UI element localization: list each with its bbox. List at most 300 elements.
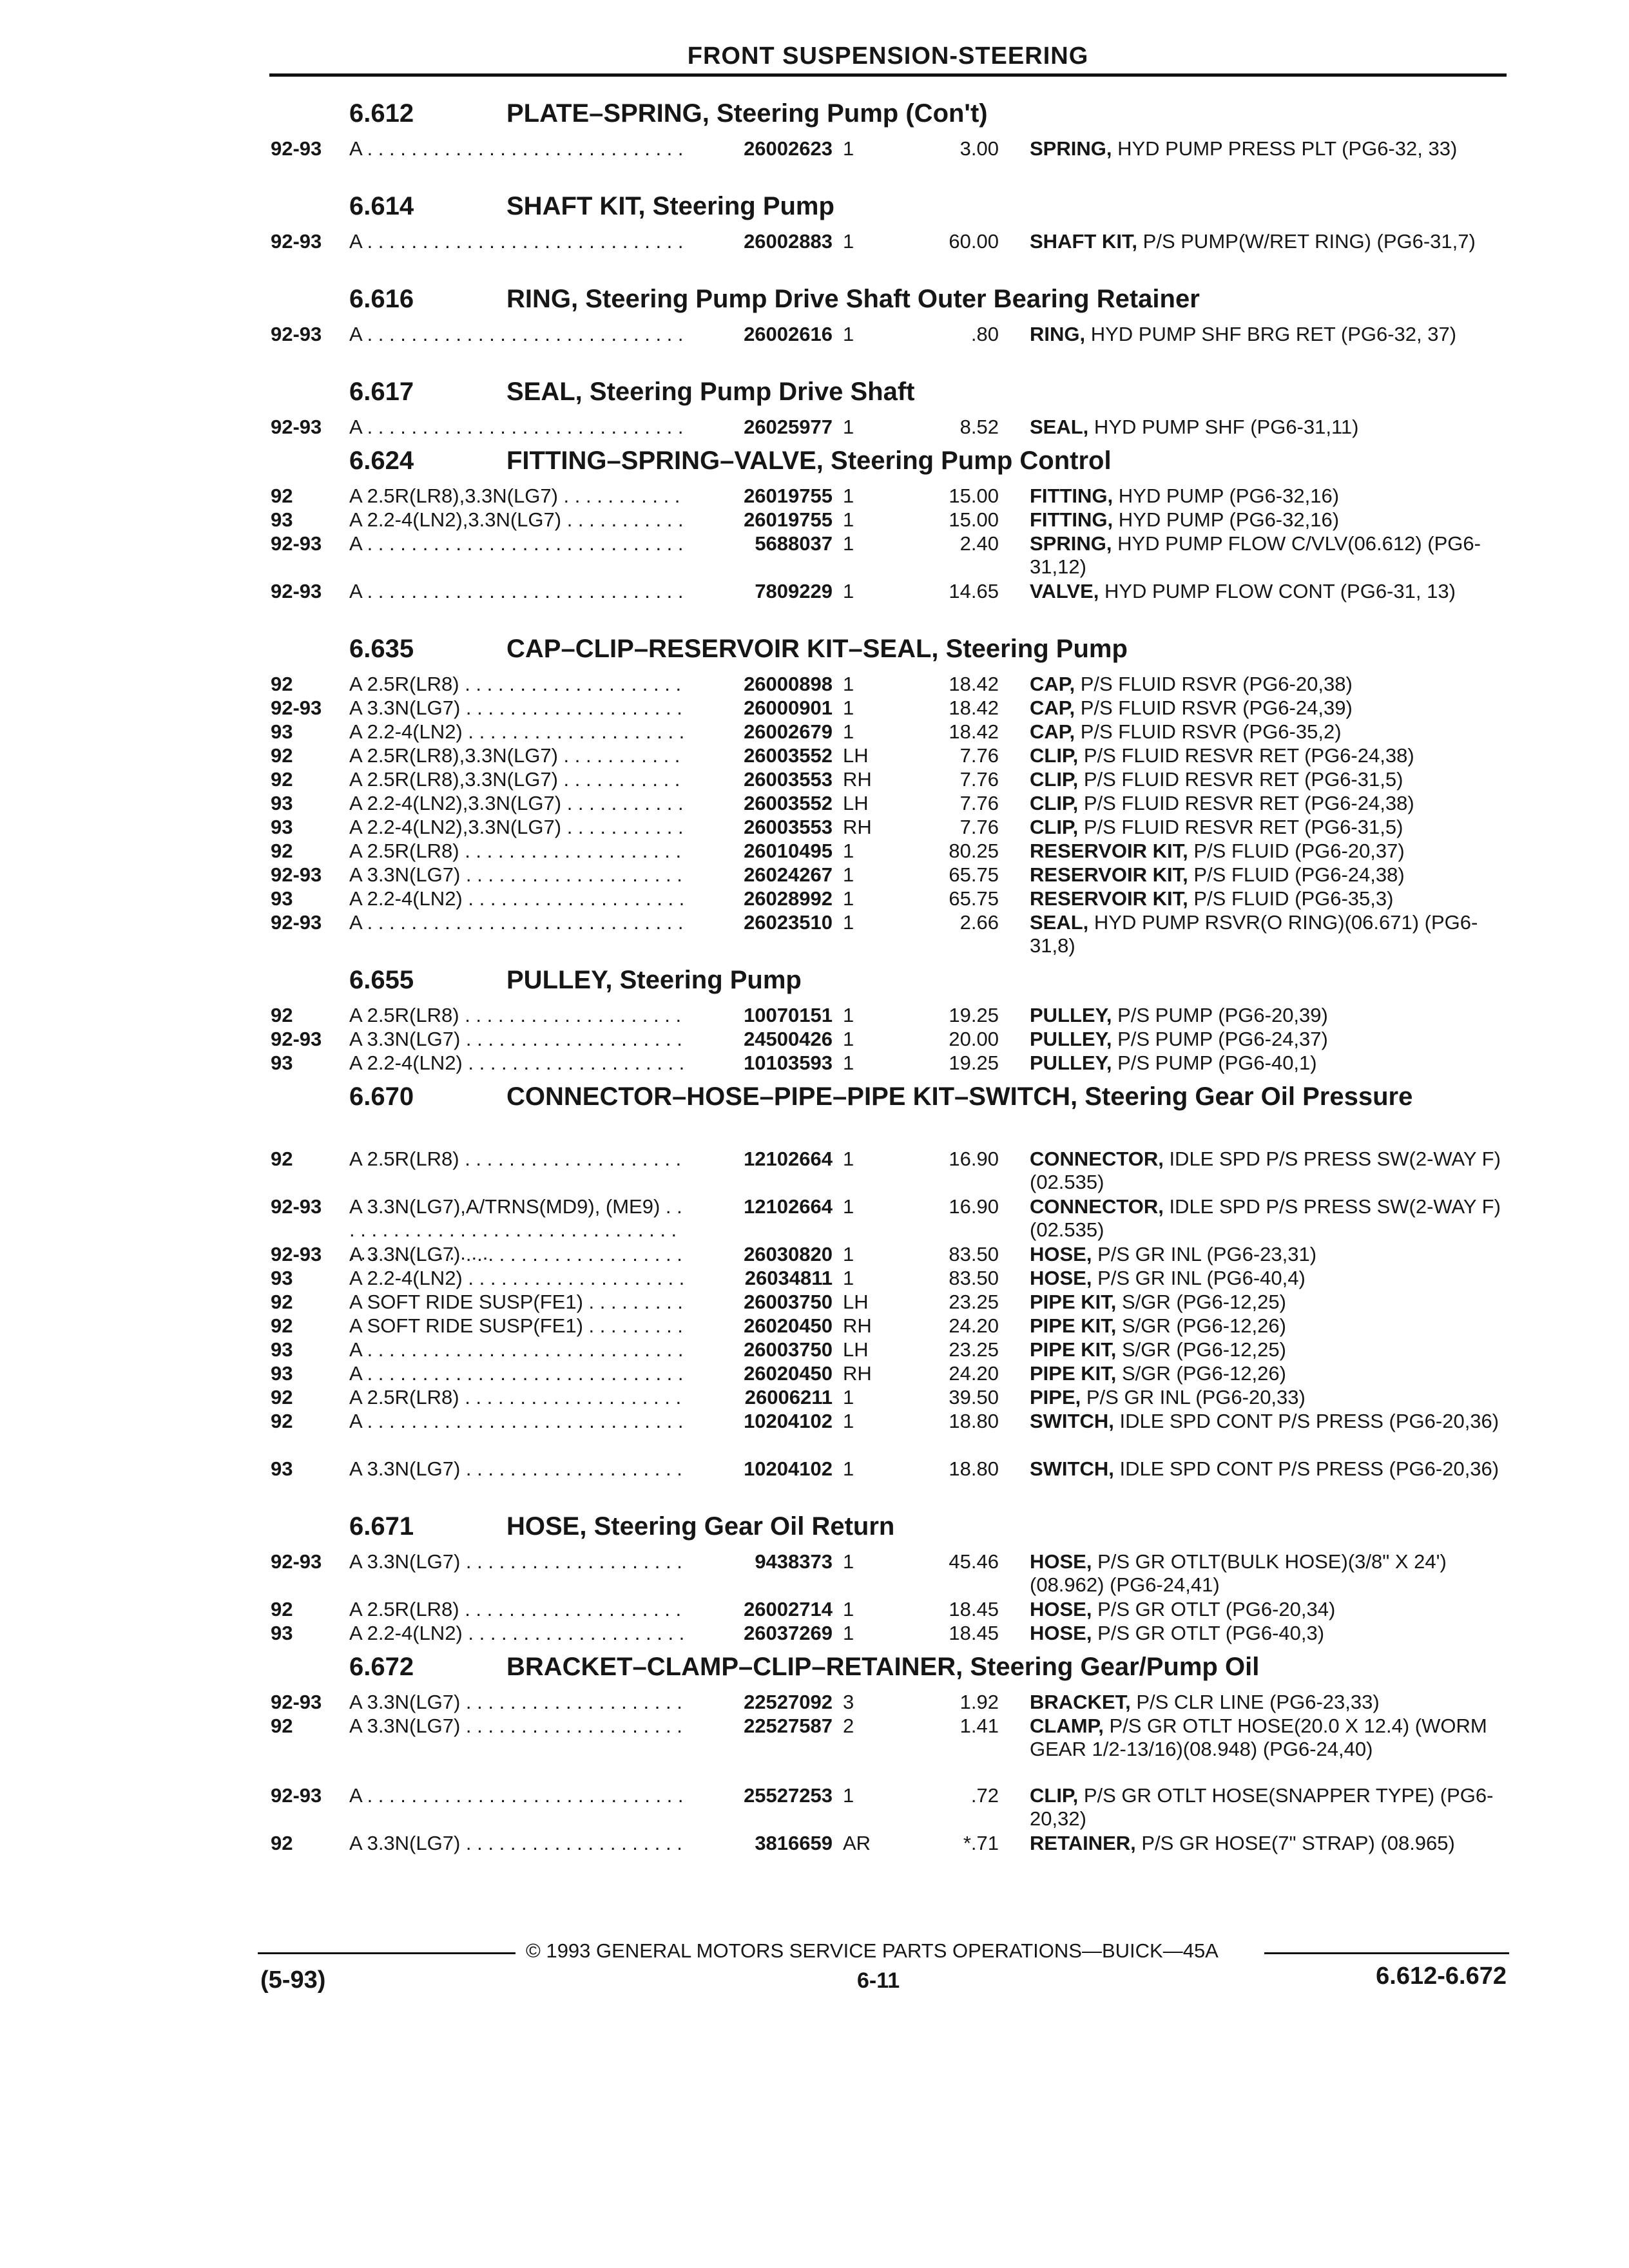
table-row xyxy=(0,1265,1629,1289)
description-detail: P/S FLUID (PG6-20,37) xyxy=(1188,840,1405,862)
table-row xyxy=(0,1050,1629,1073)
table-row xyxy=(0,1360,1629,1384)
quantity: 1 xyxy=(843,720,854,743)
section-number: 6.635 xyxy=(349,635,414,663)
description-name: RING, xyxy=(1030,323,1086,345)
description-detail: HYD PUMP FLOW C/VLV(06.612) (PG6-31,12) xyxy=(1030,532,1481,578)
part-number: 26020450 xyxy=(697,1314,833,1338)
description-name: FITTING, xyxy=(1030,485,1113,507)
table-row xyxy=(0,414,1629,437)
model-year: 92-93 xyxy=(271,532,322,555)
table-row xyxy=(0,909,1629,957)
price: 3.00 xyxy=(959,137,999,160)
model-year: 92-93 xyxy=(271,1243,322,1265)
application: A . . . xyxy=(349,230,684,253)
description-name: SHAFT KIT, xyxy=(1030,230,1138,253)
quantity: 1 xyxy=(843,1386,854,1408)
footer-rule-left xyxy=(258,1952,516,1954)
section-number: 6.612 xyxy=(349,99,414,128)
description-detail: P/S GR OTLT (PG6-20,34) xyxy=(1092,1598,1336,1620)
description xyxy=(1030,792,1507,815)
quantity: 1 xyxy=(843,673,854,695)
description-detail: S/GR (PG6-12,26) xyxy=(1116,1314,1286,1337)
quantity: 1 xyxy=(843,697,854,719)
description-detail: P/S PUMP (PG6-40,1) xyxy=(1112,1052,1317,1074)
section-name: CAP–CLIP–RESERVOIR KIT–SEAL, Steering Pump xyxy=(506,635,1128,663)
table-row xyxy=(0,742,1629,766)
table-row xyxy=(0,1146,1629,1193)
part-number: 26030820 xyxy=(697,1243,833,1266)
description-detail: S/GR (PG6-12,25) xyxy=(1116,1338,1286,1361)
section-heading xyxy=(0,1076,1629,1146)
model-year: 92 xyxy=(271,1715,293,1737)
table-row xyxy=(0,1689,1629,1713)
description xyxy=(1030,1622,1507,1645)
description xyxy=(1030,1291,1507,1314)
application: A . . . xyxy=(349,1338,684,1361)
part-number: 26006211 xyxy=(697,1386,833,1409)
description-detail: P/S PUMP (PG6-24,37) xyxy=(1112,1028,1328,1050)
model-year: 92-93 xyxy=(271,911,322,934)
section-heading xyxy=(0,278,1629,321)
application: A . . . xyxy=(349,323,684,346)
price: 2.40 xyxy=(959,532,999,555)
price: .72 xyxy=(970,1784,999,1807)
description-detail: P/S FLUID RESVR RET (PG6-31,5) xyxy=(1078,816,1403,838)
description xyxy=(1030,863,1507,887)
section-name: CONNECTOR–HOSE–PIPE–PIPE KIT–SWITCH, Steering Gear Oil Pressure xyxy=(506,1082,1413,1111)
description-name: HOSE, xyxy=(1030,1622,1092,1644)
table-row xyxy=(0,1026,1629,1050)
table-row xyxy=(0,1193,1629,1241)
description-detail: HYD PUMP (PG6-32,16) xyxy=(1113,485,1340,507)
description-name: RETAINER, xyxy=(1030,1832,1136,1854)
model-year: 93 xyxy=(271,1338,293,1361)
description-detail: P/S GR INL (PG6-20,33) xyxy=(1081,1386,1306,1408)
part-number: 3816659 xyxy=(697,1832,833,1855)
quantity: 1 xyxy=(843,323,854,345)
description-name: CLIP, xyxy=(1030,744,1079,767)
price: 1.41 xyxy=(959,1715,999,1737)
model-year: 92 xyxy=(271,840,293,862)
description-name: PIPE KIT, xyxy=(1030,1362,1117,1385)
description-name: CONNECTOR, xyxy=(1030,1195,1164,1218)
description-detail: P/S GR HOSE(7" STRAP) (08.965) xyxy=(1135,1832,1455,1854)
model-year: 92 xyxy=(271,1832,293,1854)
application: A 3.3N(LG7) . . . xyxy=(349,1457,684,1481)
model-year: 92-93 xyxy=(271,1028,322,1050)
model-year: 92-93 xyxy=(271,323,322,345)
application: A 3.3N(LG7) . . . xyxy=(349,1243,684,1266)
model-year: 92 xyxy=(271,1410,293,1432)
quantity: 1 xyxy=(843,1598,854,1620)
description xyxy=(1030,1314,1507,1338)
description-name: SPRING, xyxy=(1030,532,1112,555)
table-row xyxy=(0,135,1629,183)
page-title: FRONT SUSPENSION-STEERING xyxy=(687,43,1089,70)
description xyxy=(1030,532,1507,579)
table-row xyxy=(0,578,1629,626)
price: 45.46 xyxy=(949,1550,999,1573)
price: *.71 xyxy=(963,1832,999,1854)
price: 18.42 xyxy=(949,720,999,743)
application: A SOFT RIDE SUSP(FE1) . . . xyxy=(349,1314,684,1338)
section-name: PLATE–SPRING, Steering Pump (Con't) xyxy=(506,99,988,128)
description xyxy=(1030,323,1507,346)
quantity: 1 xyxy=(843,1457,854,1480)
description-detail: P/S FLUID RESVR RET (PG6-24,38) xyxy=(1078,792,1414,814)
description xyxy=(1030,744,1507,767)
table-row xyxy=(0,506,1629,530)
part-number: 10204102 xyxy=(697,1410,833,1433)
part-number: 26023510 xyxy=(697,911,833,934)
price: 16.90 xyxy=(949,1195,999,1218)
quantity: 1 xyxy=(843,230,854,253)
part-number: 12102664 xyxy=(697,1195,833,1218)
description-detail: P/S FLUID RESVR RET (PG6-31,5) xyxy=(1078,768,1403,791)
part-number: 26025977 xyxy=(697,416,833,439)
description-name: HOSE, xyxy=(1030,1598,1092,1620)
application: A 2.2-4(LN2) . . . xyxy=(349,1622,684,1645)
part-number: 26020450 xyxy=(697,1362,833,1385)
application: A 2.2-4(LN2) . . . xyxy=(349,887,684,910)
part-number: 26010495 xyxy=(697,840,833,863)
application: A 2.5R(LR8) . . . xyxy=(349,1004,684,1027)
footer-section-range: 6.612-6.672 xyxy=(1376,1963,1507,1990)
description xyxy=(1030,816,1507,839)
description xyxy=(1030,485,1507,508)
section-number: 6.614 xyxy=(349,192,414,220)
application: A 2.2-4(LN2) . . . xyxy=(349,1267,684,1290)
footer-copyright: © 1993 GENERAL MOTORS SERVICE PARTS OPERATIONS—BUICK—45A xyxy=(526,1939,1219,1962)
description-detail: P/S GR INL (PG6-40,4) xyxy=(1092,1267,1306,1289)
quantity: RH xyxy=(843,1314,872,1337)
model-year: 92-93 xyxy=(271,580,322,602)
part-number: 26003552 xyxy=(697,792,833,815)
model-year: 92-93 xyxy=(271,1195,322,1218)
quantity: LH xyxy=(843,1291,869,1313)
model-year: 93 xyxy=(271,1052,293,1074)
part-number: 24500426 xyxy=(697,1028,833,1051)
price: 24.20 xyxy=(949,1362,999,1385)
table-row xyxy=(0,718,1629,742)
part-number: 26002616 xyxy=(697,323,833,346)
application: A 3.3N(LG7) . . . xyxy=(349,1691,684,1714)
application: A 3.3N(LG7) . . . xyxy=(349,1832,684,1855)
model-year: 92-93 xyxy=(271,416,322,438)
section-number: 6.670 xyxy=(349,1082,414,1111)
section-number: 6.672 xyxy=(349,1653,414,1681)
description-name: SWITCH, xyxy=(1030,1457,1114,1480)
description xyxy=(1030,230,1507,253)
part-number: 26034811 xyxy=(697,1267,833,1290)
quantity: 1 xyxy=(843,911,854,934)
table-row xyxy=(0,321,1629,369)
application: A 3.3N(LG7) . . . xyxy=(349,1550,684,1573)
quantity: 1 xyxy=(843,1410,854,1432)
quantity: 1 xyxy=(843,1550,854,1573)
price: 23.25 xyxy=(949,1338,999,1361)
description xyxy=(1030,1598,1507,1621)
table-row xyxy=(0,483,1629,506)
description xyxy=(1030,887,1507,910)
description-detail: IDLE SPD P/S PRESS SW(2-WAY F)(02.535) xyxy=(1030,1148,1501,1193)
description xyxy=(1030,1715,1507,1761)
price: 18.80 xyxy=(949,1457,999,1480)
price: 23.25 xyxy=(949,1291,999,1313)
model-year: 92 xyxy=(271,1314,293,1337)
quantity: 1 xyxy=(843,1622,854,1644)
parts-list xyxy=(0,90,1629,1878)
description xyxy=(1030,1338,1507,1361)
application: A 3.3N(LG7) . . . xyxy=(349,1715,684,1738)
description-name: SWITCH, xyxy=(1030,1410,1114,1432)
description-name: RESERVOIR KIT, xyxy=(1030,863,1188,886)
header-rule xyxy=(269,73,1507,77)
application: A 3.3N(LG7) . . . xyxy=(349,697,684,720)
description xyxy=(1030,416,1507,439)
section-heading xyxy=(0,959,1629,1002)
model-year: 92-93 xyxy=(271,1691,322,1713)
quantity: RH xyxy=(843,1362,872,1385)
model-year: 92-93 xyxy=(271,230,322,253)
price: 83.50 xyxy=(949,1267,999,1289)
model-year: 92 xyxy=(271,768,293,791)
description xyxy=(1030,1410,1507,1433)
quantity: 1 xyxy=(843,1784,854,1807)
description xyxy=(1030,137,1507,160)
part-number: 26002714 xyxy=(697,1598,833,1621)
table-row xyxy=(0,1002,1629,1026)
description-name: CLIP, xyxy=(1030,816,1079,838)
description-name: CLIP, xyxy=(1030,1784,1079,1807)
table-row xyxy=(0,695,1629,718)
description-detail: S/GR (PG6-12,25) xyxy=(1116,1291,1286,1313)
section-name: PULLEY, Steering Pump xyxy=(506,966,802,994)
model-year: 93 xyxy=(271,887,293,910)
description xyxy=(1030,673,1507,696)
description-name: HOSE, xyxy=(1030,1550,1092,1573)
part-number: 25527253 xyxy=(697,1784,833,1807)
section-heading xyxy=(0,440,1629,483)
footer-page-number: 6-11 xyxy=(857,1968,900,1993)
table-row xyxy=(0,814,1629,838)
quantity: 1 xyxy=(843,863,854,886)
quantity: 1 xyxy=(843,1148,854,1170)
quantity: AR xyxy=(843,1832,871,1854)
description-name: HOSE, xyxy=(1030,1267,1092,1289)
application: A . . . xyxy=(349,580,684,603)
price: 65.75 xyxy=(949,863,999,886)
description-detail: HYD PUMP FLOW CONT (PG6-31, 13) xyxy=(1099,580,1456,602)
price: 7.76 xyxy=(959,744,999,767)
description xyxy=(1030,1004,1507,1027)
quantity: 1 xyxy=(843,508,854,531)
description xyxy=(1030,580,1507,603)
description-detail: HYD PUMP PRESS PLT (PG6-32, 33) xyxy=(1112,137,1458,160)
table-row xyxy=(0,671,1629,695)
application: A . . . xyxy=(349,532,684,555)
section-heading xyxy=(0,371,1629,414)
table-row xyxy=(0,1596,1629,1620)
quantity: RH xyxy=(843,768,872,791)
description-detail: HYD PUMP SHF (PG6-31,11) xyxy=(1088,416,1359,438)
quantity: 1 xyxy=(843,1267,854,1289)
part-number: 22527092 xyxy=(697,1691,833,1714)
part-number: 5688037 xyxy=(697,532,833,555)
price: 14.65 xyxy=(949,580,999,602)
table-row xyxy=(0,1548,1629,1596)
price: 18.42 xyxy=(949,697,999,719)
price: 1.92 xyxy=(959,1691,999,1713)
description-detail: P/S PUMP(W/RET RING) (PG6-31,7) xyxy=(1137,230,1476,253)
application: A 2.5R(LR8),3.3N(LG7) . . . xyxy=(349,768,684,791)
section-number: 6.624 xyxy=(349,447,414,475)
model-year: 93 xyxy=(271,1622,293,1644)
quantity: 1 xyxy=(843,1243,854,1265)
price: 19.25 xyxy=(949,1004,999,1026)
section-number: 6.616 xyxy=(349,285,414,313)
description-name: VALVE, xyxy=(1030,580,1099,602)
table-row xyxy=(0,1830,1629,1878)
table-row xyxy=(0,1241,1629,1265)
price: 15.00 xyxy=(949,508,999,531)
part-number: 26019755 xyxy=(697,485,833,508)
model-year: 93 xyxy=(271,816,293,838)
table-row xyxy=(0,766,1629,790)
part-number: 9438373 xyxy=(697,1550,833,1573)
description xyxy=(1030,1195,1507,1242)
description-detail: P/S GR OTLT(BULK HOSE)(3/8" X 24')(08.962) (PG6-24,41) xyxy=(1030,1550,1447,1596)
section-name: RING, Steering Pump Drive Shaft Outer Bearing Retainer xyxy=(506,285,1200,313)
model-year: 92-93 xyxy=(271,697,322,719)
description-detail: P/S FLUID RSVR (PG6-24,39) xyxy=(1075,697,1353,719)
description xyxy=(1030,697,1507,720)
application: A 2.5R(LR8),3.3N(LG7) . . . xyxy=(349,485,684,508)
part-number: 26003553 xyxy=(697,816,833,839)
price: 80.25 xyxy=(949,840,999,862)
part-number: 26002623 xyxy=(697,137,833,160)
price: 16.90 xyxy=(949,1148,999,1170)
description xyxy=(1030,1243,1507,1266)
quantity: 2 xyxy=(843,1715,854,1737)
application: A 2.2-4(LN2) . . . xyxy=(349,720,684,744)
quantity: 1 xyxy=(843,485,854,507)
part-number: 26003750 xyxy=(697,1291,833,1314)
footer-rule-right xyxy=(1264,1952,1509,1954)
model-year: 92-93 xyxy=(271,137,322,160)
section-name: HOSE, Steering Gear Oil Return xyxy=(506,1512,895,1541)
price: 7.76 xyxy=(959,816,999,838)
application: A SOFT RIDE SUSP(FE1) . . . xyxy=(349,1291,684,1314)
description-name: PULLEY, xyxy=(1030,1028,1112,1050)
description-name: RESERVOIR KIT, xyxy=(1030,840,1188,862)
description xyxy=(1030,1148,1507,1194)
description-name: CLIP, xyxy=(1030,768,1079,791)
section-heading xyxy=(0,93,1629,135)
application: A 2.5R(LR8) . . . xyxy=(349,673,684,696)
model-year: 92 xyxy=(271,1386,293,1408)
price: 18.42 xyxy=(949,673,999,695)
description xyxy=(1030,720,1507,744)
description-name: PIPE, xyxy=(1030,1386,1081,1408)
part-number: 10204102 xyxy=(697,1457,833,1481)
price: 60.00 xyxy=(949,230,999,253)
part-number: 26003750 xyxy=(697,1338,833,1361)
quantity: 1 xyxy=(843,887,854,910)
section-heading xyxy=(0,186,1629,228)
description-detail: P/S CLR LINE (PG6-23,33) xyxy=(1130,1691,1380,1713)
description-name: SPRING, xyxy=(1030,137,1112,160)
quantity: 1 xyxy=(843,1004,854,1026)
description-detail: P/S FLUID (PG6-24,38) xyxy=(1188,863,1405,886)
description xyxy=(1030,1267,1507,1290)
price: 19.25 xyxy=(949,1052,999,1074)
description-name: PULLEY, xyxy=(1030,1004,1112,1026)
price: 18.45 xyxy=(949,1598,999,1620)
table-row xyxy=(0,530,1629,578)
description-name: PULLEY, xyxy=(1030,1052,1112,1074)
section-heading xyxy=(0,1506,1629,1548)
part-number: 10070151 xyxy=(697,1004,833,1027)
model-year: 92-93 xyxy=(271,1550,322,1573)
price: 65.75 xyxy=(949,887,999,910)
application: A 3.3N(LG7) . . . xyxy=(349,863,684,887)
description-detail: S/GR (PG6-12,26) xyxy=(1116,1362,1286,1385)
price: 83.50 xyxy=(949,1243,999,1265)
description xyxy=(1030,1784,1507,1831)
description-detail: P/S GR OTLT (PG6-40,3) xyxy=(1092,1622,1325,1644)
part-number: 22527587 xyxy=(697,1715,833,1738)
description-detail: P/S GR OTLT HOSE(20.0 X 12.4) (WORM GEAR 1/2-13/16)(08.948) (PG6-24,40) xyxy=(1030,1715,1487,1760)
price: 2.66 xyxy=(959,911,999,934)
table-row xyxy=(0,1620,1629,1644)
quantity: 1 xyxy=(843,840,854,862)
description-detail: P/S FLUID RESVR RET (PG6-24,38) xyxy=(1078,744,1414,767)
table-row xyxy=(0,1384,1629,1408)
description-detail: IDLE SPD CONT P/S PRESS (PG6-20,36) xyxy=(1113,1457,1499,1480)
description xyxy=(1030,768,1507,791)
model-year: 92-93 xyxy=(271,863,322,886)
description xyxy=(1030,508,1507,532)
description-detail: HYD PUMP (PG6-32,16) xyxy=(1113,508,1340,531)
description-name: CAP, xyxy=(1030,697,1075,719)
table-row xyxy=(0,838,1629,861)
quantity: 1 xyxy=(843,137,854,160)
price: 8.52 xyxy=(959,416,999,438)
model-year: 93 xyxy=(271,1267,293,1289)
application: A 2.2-4(LN2),3.3N(LG7) . . . xyxy=(349,792,684,815)
application: A 2.2-4(LN2),3.3N(LG7) . . . xyxy=(349,816,684,839)
quantity: 1 xyxy=(843,1195,854,1218)
description xyxy=(1030,1457,1507,1481)
application: A 2.5R(LR8) . . . xyxy=(349,1386,684,1409)
application: A 3.3N(LG7) . . . xyxy=(349,1028,684,1051)
table-row xyxy=(0,1336,1629,1360)
description-detail: P/S FLUID RSVR (PG6-35,2) xyxy=(1075,720,1342,743)
description-detail: HYD PUMP RSVR(O RING)(06.671) (PG6-31,8) xyxy=(1030,911,1478,957)
description-name: SEAL, xyxy=(1030,416,1089,438)
table-row xyxy=(0,885,1629,909)
section-number: 6.671 xyxy=(349,1512,414,1541)
section-name: SHAFT KIT, Steering Pump xyxy=(506,192,834,220)
quantity: 1 xyxy=(843,532,854,555)
part-number: 26037269 xyxy=(697,1622,833,1645)
description-name: SEAL, xyxy=(1030,911,1089,934)
price: 20.00 xyxy=(949,1028,999,1050)
part-number: 26003552 xyxy=(697,744,833,767)
description-detail: P/S FLUID RSVR (PG6-20,38) xyxy=(1075,673,1353,695)
